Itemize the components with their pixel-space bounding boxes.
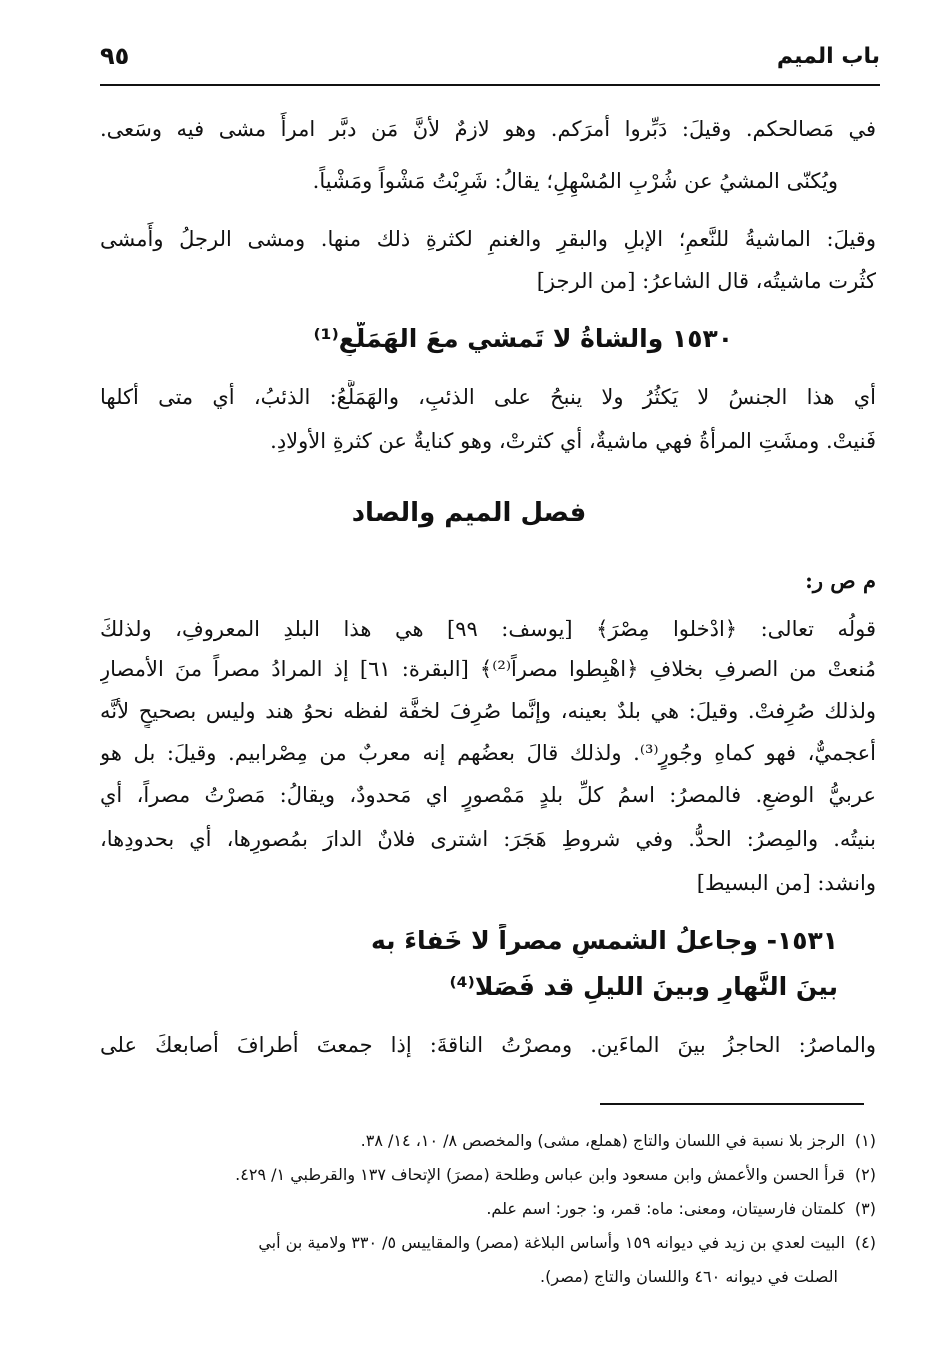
footnote — [100, 1126, 876, 1156]
body-line: قولُه تعالى: ﴿ادْخلوا مِصْرَ﴾ [يوسف: ٩٩] هي هذا البلدِ المعروفِ، ولذلكَ — [100, 617, 876, 641]
body-line: أعجميٌّ، فهو كماهِ وجُورٍ⁽³⁾. ولذلك قالَ بعضُهم إنه معربٌ من مِصْرابيم. وقيلَ: بل هو — [100, 741, 876, 765]
header-rule — [100, 84, 880, 86]
body-line: أي هذا الجنسُ لا يَكثُرُ ولا ينبحُ على الذئبِ، والهَمَلَّعُ: الذئبُ، أي متى أكلها — [100, 385, 876, 409]
body-line: وقيلَ: الماشيةُ للنَّعمِ؛ الإبلِ والبقرِ والغنمِ لكثرةِ ذلك منها. ومشى الرجلُ وأَمشى — [100, 227, 876, 251]
verse-1530: ١٥٣٠ والشاةُ لا تَمشي معَ الهَمَلَّعِ⁽¹⁾ — [313, 324, 733, 353]
body-line: ويُكنّى المشيُ عن شُرْبِ المُسْهِلِ؛ يقالُ: شَرِبْتُ مَشْواً ومَشْياً. — [312, 169, 838, 193]
body-line: في مَصالحكم. وقيلَ: دَبِّروا أمرَكم. وهو لازمٌ لأنَّ مَن دبَّر امرأً مشى فيه وسَعى. — [100, 117, 876, 141]
root-label: م ص ر: — [805, 568, 876, 593]
footnote-text: الرجز بلا نسبة في اللسان والتاج (هملع، مشى) والمخصص ٨/ ١٠، ١٤/ ٣٨. — [360, 1131, 845, 1150]
footnote — [100, 1194, 876, 1224]
footnote-text: الصلت في ديوانه ٤٦٠ واللسان والتاج (مصر). — [540, 1267, 838, 1286]
footnote — [100, 1228, 876, 1258]
body-line: مُنعتْ من الصرفِ بخلافِ ﴿اهْبِطوا مصراً⁽²⁾﴾ [البقرة: ٦١] إذ المرادُ مصراً منَ الأمصارِ — [100, 657, 876, 681]
footnote-text: كلمتان فارسيتان، ومعنى: ماه: قمر، و: جور: اسم علم. — [486, 1199, 845, 1218]
footnote-text: البيت لعدي بن زيد في ديوانه ١٥٩ وأساس البلاغة (مصر) والمقاييس ٥/ ٣٣٠ ولامية بن أبي — [258, 1233, 845, 1252]
footnote-text: قرأ الحسن والأعمش وابن مسعود وابن عباس وطلحة (مصرَ) الإتحاف ١٣٧ والقرطبي ١/ ٤٢٩. — [235, 1165, 845, 1184]
footnote-number: (٣) — [854, 1199, 876, 1218]
section-heading: فصل الميم والصاد — [351, 498, 587, 528]
footnote-rule — [600, 1103, 864, 1105]
verse-1531-second-hemistich: بينَ النَّهارِ وبينَ الليلِ قد فَصَلا⁽⁴⁾ — [449, 972, 838, 1001]
body-line: ولذلك صُرِفتْ. وقيلَ: هي بلدٌ بعينه، وإنَّما صُرِفَ لخفَّة لفظه نحوُ هند وليس بصحيحٍ لأنَّه — [100, 699, 876, 723]
page-number: ٩٥ — [100, 42, 130, 70]
body-line: وانشد: [من البسيط] — [696, 871, 876, 895]
footnote-number: (٢) — [854, 1165, 876, 1184]
body-line: كثُرت ماشيتُه، قال الشاعرُ: [من الرجز] — [536, 269, 876, 293]
footnote-number: (١) — [854, 1131, 876, 1150]
footnote-number: (٤) — [854, 1233, 876, 1252]
verse-1531-first-hemistich: ١٥٣١- وجاعلُ الشمسِ مصراً لا خَفاءَ به — [370, 926, 838, 955]
body-line: والماصرُ: الحاجزُ بينَ الماءَين. ومصرْتُ الناقةَ: إذا جمعتَ أطرافَ أصابعكَ على — [100, 1033, 876, 1057]
footnote-continuation — [100, 1262, 838, 1292]
footnote — [100, 1160, 876, 1190]
running-section-title: باب الميم — [776, 44, 880, 69]
body-line: فَنيتْ. ومشَتِ المرأةُ فهي ماشيةٌ، أي كثرتْ، وهو كنايةٌ عن كثرةِ الأولادِ. — [270, 429, 876, 453]
running-header — [100, 40, 880, 80]
body-line: عربيُّ الوضعِ. فالمصرُ: اسمُ كلِّ بلدٍ مَمْصورٍ اي مَحدودٌ، ويقالُ: مَصرْتُ مصراً، أي — [100, 783, 876, 807]
body-line: بنيتُه. والمِصرُ: الحدُّ. وفي شروطِ هَجَرَ: اشترى فلانٌ الدارَ بمُصورِها، أي بحدودِها، — [100, 827, 876, 851]
